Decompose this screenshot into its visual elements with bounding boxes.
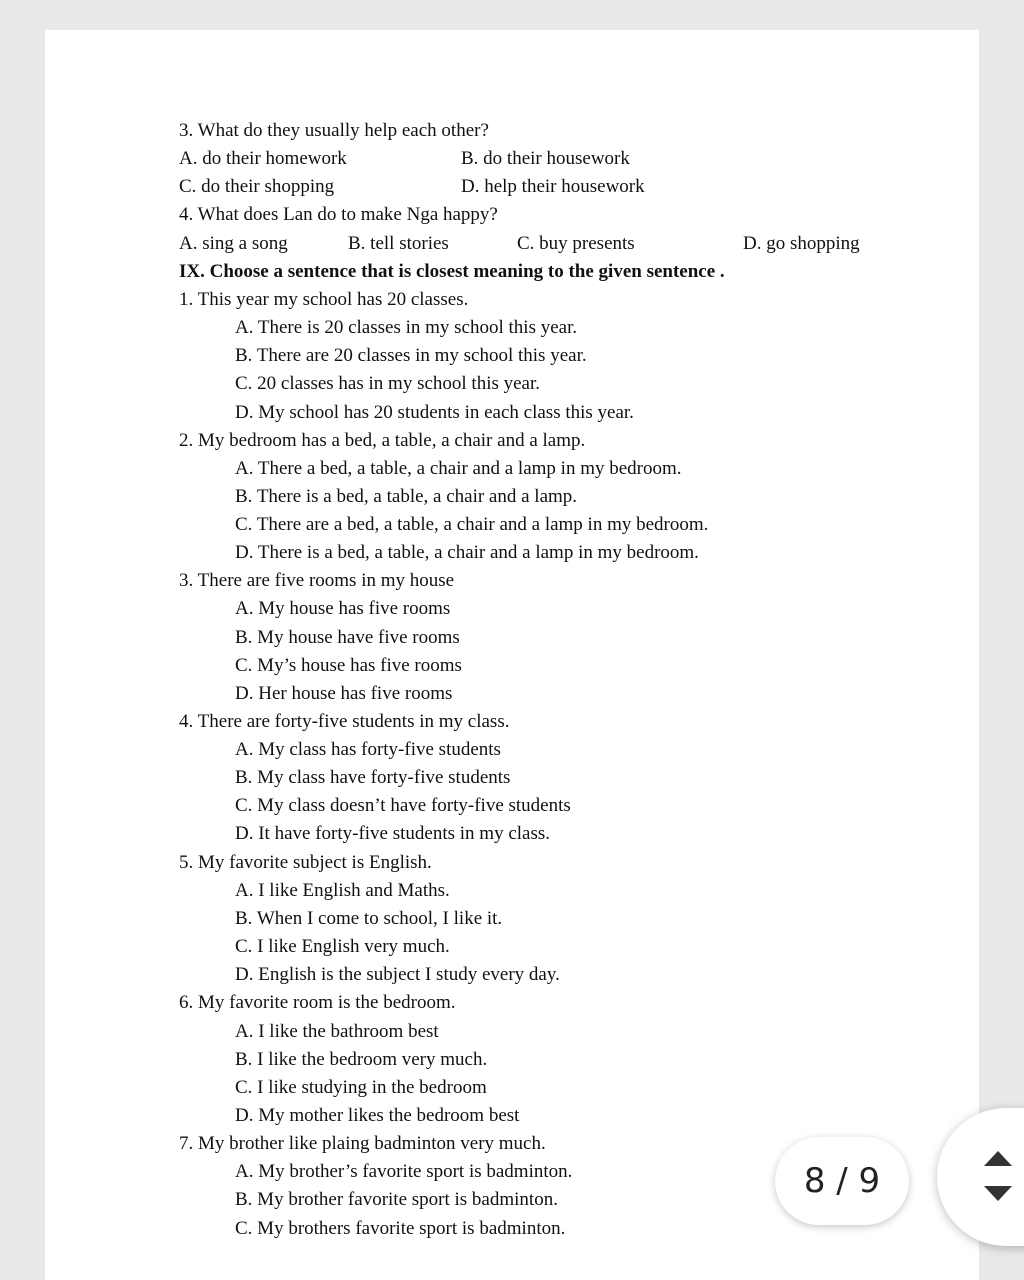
option-text: B. My class have forty-five students <box>235 767 511 788</box>
option-text: C. My brothers favorite sport is badminton. <box>235 1218 566 1239</box>
option-text: A. My house has five rooms <box>235 598 451 619</box>
option-text: C. My class doesn’t have forty-five students <box>235 795 571 816</box>
option-text: B. My house have five rooms <box>235 627 460 648</box>
option-text: B. There are 20 classes in my school this year. <box>235 345 587 366</box>
option-text: B. When I come to school, I like it. <box>235 908 503 929</box>
option-text: A. There is 20 classes in my school this year. <box>235 317 578 338</box>
option-text: D. Her house has five rooms <box>235 683 453 704</box>
option-text: D. My mother likes the bedroom best <box>235 1105 520 1126</box>
option-text: A. I like the bathroom best <box>235 1021 439 1042</box>
question-text: 2. My bedroom has a bed, a table, a chair and a lamp. <box>179 430 586 451</box>
option-text: C. I like English very much. <box>235 936 450 957</box>
option-text: A. do their homework <box>179 148 347 169</box>
option-text: C. I like studying in the bedroom <box>235 1077 487 1098</box>
option-text: D. My school has 20 students in each class this year. <box>235 402 634 423</box>
option-text: B. My brother favorite sport is badminton. <box>235 1189 558 1210</box>
option-text: A. There a bed, a table, a chair and a lamp in my bedroom. <box>235 458 682 479</box>
option-text: D. It have forty-five students in my class. <box>235 823 551 844</box>
page-indicator: 8 / 9 <box>775 1137 909 1225</box>
option-text: A. I like English and Maths. <box>235 880 450 901</box>
question-text: 3. There are five rooms in my house <box>179 570 455 591</box>
option-text: B. do their housework <box>461 148 630 169</box>
triangle-up-icon[interactable] <box>984 1151 1012 1166</box>
question-text: 1. This year my school has 20 classes. <box>179 289 469 310</box>
section-heading: IX. Choose a sentence that is closest meaning to the given sentence . <box>179 261 725 282</box>
option-text: A. My class has forty-five students <box>235 739 501 760</box>
question-text: 7. My brother like plaing badminton very much. <box>179 1133 546 1154</box>
triangle-down-icon[interactable] <box>984 1186 1012 1201</box>
question-text: 5. My favorite subject is English. <box>179 852 432 873</box>
option-text: A. sing a song <box>179 233 288 254</box>
option-text: B. I like the bedroom very much. <box>235 1049 488 1070</box>
option-text: D. help their housework <box>461 176 645 197</box>
option-text: C. do their shopping <box>179 176 335 197</box>
document-page <box>45 30 979 1280</box>
option-text: D. English is the subject I study every day. <box>235 964 560 985</box>
question-text: 3. What do they usually help each other? <box>179 120 489 141</box>
question-text: 6. My favorite room is the bedroom. <box>179 992 456 1013</box>
question-text: 4. What does Lan do to make Nga happy? <box>179 204 498 225</box>
option-text: C. My’s house has five rooms <box>235 655 462 676</box>
option-text: D. go shopping <box>743 233 860 254</box>
option-text: C. buy presents <box>517 233 635 254</box>
option-text: A. My brother’s favorite sport is badminton. <box>235 1161 573 1182</box>
option-text: C. There are a bed, a table, a chair and a lamp in my bedroom. <box>235 514 709 535</box>
option-text: C. 20 classes has in my school this year. <box>235 373 541 394</box>
question-text: 4. There are forty-five students in my class. <box>179 711 510 732</box>
option-text: B. There is a bed, a table, a chair and a lamp. <box>235 486 578 507</box>
option-text: D. There is a bed, a table, a chair and a lamp in my bedroom. <box>235 542 699 563</box>
option-text: B. tell stories <box>348 233 449 254</box>
